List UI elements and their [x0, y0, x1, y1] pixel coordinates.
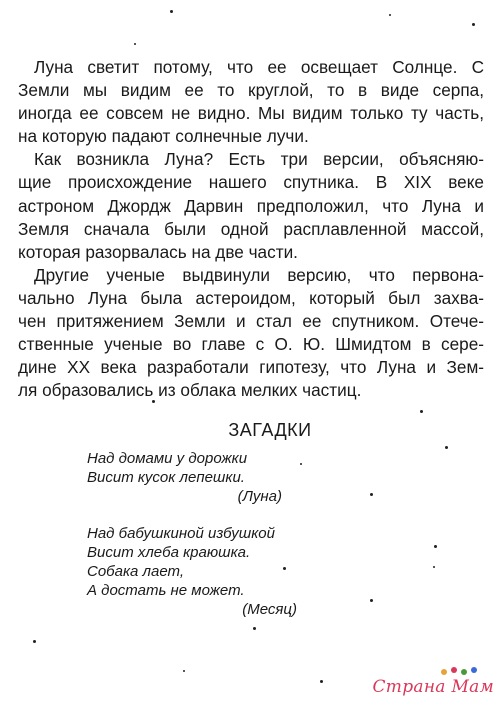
text-line: щие происхождение нашего спутника. В XIX веке: [18, 172, 484, 193]
paragraph-1: [18, 56, 484, 148]
scan-speck: [389, 14, 391, 16]
paragraph-2: [18, 148, 484, 263]
scan-speck: [134, 43, 136, 45]
scan-speck: [420, 410, 423, 413]
riddle-line: Собака лает,: [87, 563, 185, 580]
riddle-line: Висит кусок лепешки.: [87, 469, 245, 486]
text-line: астроном Джордж Дарвин предположил, что Луна и: [18, 195, 484, 216]
scan-speck: [434, 545, 437, 548]
article-body: [18, 56, 484, 402]
scan-speck: [183, 670, 185, 672]
scan-speck: [300, 463, 302, 465]
riddle-line: Над бабушкиной избушкой: [87, 525, 275, 542]
scan-speck: [370, 599, 373, 602]
text-line: на которую падают солнечные лучи.: [18, 126, 309, 147]
riddle-2: [87, 524, 297, 619]
scan-speck: [170, 10, 173, 13]
riddle-line: Над домами у дорожки: [87, 450, 248, 467]
text-line: чен притяжением Земли и стал ее спутником. Отече-: [18, 311, 484, 332]
text-line: которая разорвалась на две части.: [18, 241, 298, 262]
text-line: Земли мы видим ее то круглой, то в виде серпа,: [18, 80, 484, 101]
riddle-1: [87, 449, 282, 506]
section-heading: ЗАГАДКИ: [228, 420, 312, 440]
scan-speck: [433, 566, 435, 568]
scan-speck: [472, 23, 475, 26]
scan-speck: [370, 493, 373, 496]
text-line: дине XX века разработали гипотезу, что Луна и Зем-: [18, 357, 484, 378]
text-line: чально Луна была астероидом, который был захва-: [18, 287, 484, 308]
riddle-line: А достать не может.: [87, 582, 245, 599]
scan-speck: [445, 446, 448, 449]
riddle-answer: (Месяц): [242, 601, 297, 618]
text-line: Земля сначала были одной расплавленной массой,: [18, 218, 484, 239]
watermark-decoration-icon: [430, 665, 490, 677]
scan-speck: [33, 640, 36, 643]
riddle-line: Висит хлеба краюшка.: [87, 544, 251, 561]
text-line: Луна светит потому, что ее освещает Солнце. С: [34, 57, 484, 77]
text-line: ственные ученые во главе с О. Ю. Шмидтом в сере-: [18, 334, 484, 355]
text-line: ля образовались из облака мелких частиц.: [18, 380, 362, 401]
scan-speck: [320, 680, 323, 683]
text-line: Другие ученые выдвинули версию, что первона-: [34, 264, 484, 285]
text-line: иногда ее совсем не видно. Мы видим только ту часть,: [18, 103, 484, 124]
riddle-answer: (Луна): [237, 488, 282, 505]
scan-speck: [253, 627, 256, 630]
text-line: Как возникла Луна? Есть три версии, объясняю-: [34, 149, 484, 170]
paragraph-3: [18, 264, 484, 403]
site-watermark: Страна Мам: [372, 677, 494, 697]
